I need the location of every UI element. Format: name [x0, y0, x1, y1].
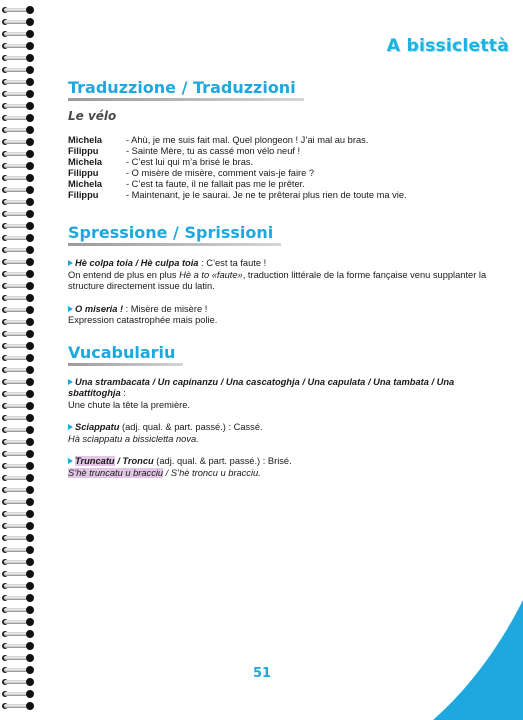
- spiral-ring: [2, 198, 34, 206]
- spiral-ring: [2, 426, 34, 434]
- expression-meaning: : Misère de misère !: [123, 303, 208, 314]
- spiral-ring: [2, 702, 34, 710]
- section-heading-vucabulariu: Vucabulariu: [68, 342, 176, 362]
- spiral-ring: [2, 606, 34, 614]
- expression-note-rest: , traduction littérale de la forme fançaise venu supplanter la structure directement issue du latin.: [68, 269, 487, 291]
- expression-term: O miseria !: [75, 303, 124, 314]
- page-number: 51: [253, 666, 272, 681]
- section-heading-traduzzione: Traduzzione / Traduzzioni: [68, 78, 296, 97]
- spiral-ring: [2, 582, 34, 590]
- dialog-row: [68, 135, 407, 146]
- spiral-ring: [2, 6, 34, 14]
- spiral-ring: [2, 402, 34, 410]
- spiral-ring: [2, 690, 34, 698]
- dialog-line: - C’est ta faute, il ne fallait pas me le prêter.: [126, 179, 305, 189]
- vocab-term-alt: / Troncu: [114, 456, 154, 466]
- section-spressione: [68, 223, 493, 327]
- spiral-ring: [2, 258, 34, 266]
- expression-meaning: : C’est ta faute !: [198, 258, 267, 268]
- spiral-ring: [2, 618, 34, 626]
- corner-decoration: [433, 600, 523, 720]
- spiral-ring: [2, 630, 34, 638]
- spiral-binding: [2, 6, 36, 714]
- spiral-ring: [2, 522, 34, 530]
- vocab-definition: Une chute la tête la première.: [68, 399, 190, 410]
- section-heading-spressione: Spressione / Sprissioni: [68, 223, 274, 242]
- spiral-ring: [2, 414, 34, 422]
- spiral-ring: [2, 678, 34, 686]
- vocab-term: Una strambacata / Un capinanzu / Una cascatoghja / Una capulata / Una tambata / Una sbattitoghja: [68, 376, 455, 398]
- spiral-ring: [2, 498, 34, 506]
- spiral-ring: [2, 162, 34, 170]
- spiral-ring: [2, 570, 34, 578]
- spiral-ring: [2, 462, 34, 470]
- spiral-ring: [2, 246, 34, 254]
- spiral-ring: [2, 270, 34, 278]
- section-vucabulariu: [68, 343, 493, 480]
- spiral-ring: [2, 54, 34, 62]
- spiral-ring: [2, 438, 34, 446]
- speaker: Michela: [68, 157, 103, 167]
- spiral-ring: [2, 318, 34, 326]
- bullet-triangle-icon: [68, 458, 73, 464]
- expression-entry: [68, 258, 493, 293]
- spiral-ring: [2, 330, 34, 338]
- header-banner: [387, 36, 523, 56]
- vocab-example-alt: / S’hè troncu u bracciu.: [163, 467, 261, 478]
- expression-term: Hè colpa toia / Hè culpa toia: [75, 258, 199, 268]
- expression-note: On entend de plus en plus: [68, 269, 180, 280]
- spiral-ring: [2, 306, 34, 314]
- dialog-row: [68, 157, 407, 168]
- spiral-ring: [2, 138, 34, 146]
- bullet-triangle-icon: [68, 379, 73, 385]
- spiral-ring: [2, 342, 34, 350]
- spiral-ring: [2, 114, 34, 122]
- section-subtitle: Le vélo: [68, 109, 117, 123]
- spiral-ring: [2, 354, 34, 362]
- spiral-ring: [2, 150, 34, 158]
- main-content: [68, 78, 493, 479]
- bullet-triangle-icon: [68, 260, 73, 266]
- speaker: Filippu: [68, 168, 99, 178]
- dialog-row: [68, 168, 407, 179]
- speaker: Michela: [68, 135, 103, 145]
- dialog-row: [68, 146, 407, 157]
- spiral-ring: [2, 510, 34, 518]
- spiral-ring: [2, 534, 34, 542]
- vocab-grammar: (adj. qual. & part. passé.) : Brisé.: [153, 456, 292, 466]
- vocab-example: Hà sciappatu a bissicletta nova.: [68, 433, 199, 444]
- spiral-ring: [2, 78, 34, 86]
- page-title: A bissiclettà: [386, 36, 509, 56]
- spiral-ring: [2, 666, 34, 674]
- bullet-triangle-icon: [68, 306, 73, 312]
- dialog-row: [68, 190, 407, 201]
- vocab-grammar: (adj. qual. & part. passé.) : Cassé.: [119, 422, 263, 432]
- spiral-ring: [2, 90, 34, 98]
- spiral-ring: [2, 450, 34, 458]
- speaker: Filippu: [68, 146, 99, 156]
- dialog-line: - Ahù, je me suis fait mal. Quel plongeon ! J’ai mal au bras.: [126, 135, 369, 145]
- spiral-ring: [2, 102, 34, 110]
- vocab-entry: [68, 422, 493, 445]
- vocab-example-highlighted: S’hè truncatu u bracciu: [68, 467, 164, 478]
- spiral-ring: [2, 474, 34, 482]
- dialog-line: - O misère de misère, comment vais-je faire ?: [126, 168, 315, 178]
- bullet-triangle-icon: [68, 424, 73, 430]
- section-traduzzione: [68, 78, 493, 201]
- spiral-ring: [2, 294, 34, 302]
- vocab-entry: [68, 377, 493, 412]
- spiral-ring: [2, 378, 34, 386]
- spiral-ring: [2, 486, 34, 494]
- spiral-ring: [2, 186, 34, 194]
- spiral-ring: [2, 222, 34, 230]
- spiral-ring: [2, 642, 34, 650]
- dialog-table: [68, 135, 407, 201]
- expression-note: Expression catastrophée mais polie.: [68, 315, 218, 325]
- spiral-ring: [2, 654, 34, 662]
- vocab-entry: [68, 456, 493, 479]
- spiral-ring: [2, 390, 34, 398]
- dialog-line: - Maintenant, je le saurai. Je ne te prêterai plus rien de toute ma vie.: [126, 190, 407, 200]
- speaker: Michela: [68, 179, 103, 189]
- dialog-row: [68, 179, 407, 190]
- spiral-ring: [2, 210, 34, 218]
- spiral-ring: [2, 558, 34, 566]
- spiral-ring: [2, 66, 34, 74]
- spiral-ring: [2, 594, 34, 602]
- spiral-ring: [2, 30, 34, 38]
- vocab-term: Sciappatu: [75, 422, 120, 432]
- expression-entry: [68, 304, 493, 327]
- vocab-term-highlighted: Truncatu: [75, 456, 115, 466]
- speaker: Filippu: [68, 190, 99, 200]
- dialog-line: - Sainte Mère, tu as cassé mon vélo neuf !: [126, 146, 301, 156]
- spiral-ring: [2, 126, 34, 134]
- vocab-meaning-sep: :: [120, 388, 126, 398]
- spiral-ring: [2, 282, 34, 290]
- expression-note-term: Hè a to «faute»: [179, 269, 243, 280]
- spiral-ring: [2, 366, 34, 374]
- dialog-line: - C’est lui qui m’a brisé le bras.: [126, 157, 254, 167]
- spiral-ring: [2, 174, 34, 182]
- spiral-ring: [2, 234, 34, 242]
- spiral-ring: [2, 546, 34, 554]
- spiral-ring: [2, 18, 34, 26]
- spiral-ring: [2, 42, 34, 50]
